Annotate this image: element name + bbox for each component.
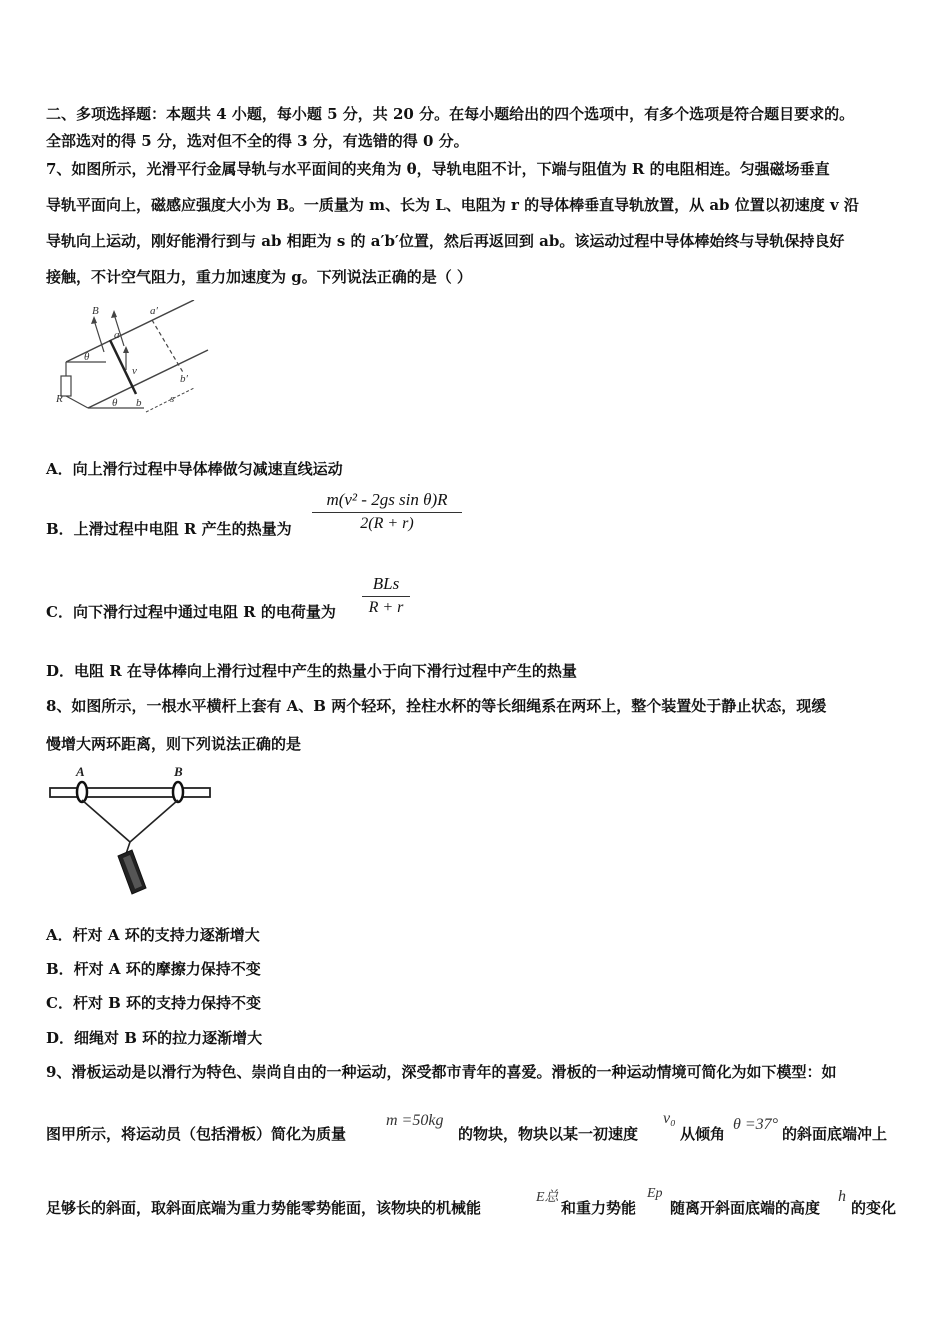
- q8-fig-label-B: B: [174, 764, 183, 779]
- q7-fig-label-theta-bottom: θ: [112, 397, 118, 409]
- q8-line-1: 8、如图所示，一根水平横杆上套有 A、B 两个轻环，拴柱水杯的等长细绳系在两环上，整个装置处于静止状态，现缓: [46, 697, 827, 715]
- q7-option-b-numerator: m(v² - 2gs sin θ)R: [326, 490, 448, 509]
- q8-line-2: 慢增大两环距离，则下列说法正确的是: [46, 735, 302, 753]
- q9-e-total-symbol: E总: [536, 1190, 559, 1205]
- q7-fig-label-b: b: [136, 397, 142, 409]
- q8-option-d[interactable]: D．细绳对 B 环的拉力逐渐增大: [46, 1029, 263, 1047]
- q7-option-c-formula: [362, 574, 410, 617]
- q7-option-a[interactable]: A．向上滑行过程中导体棒做匀减速直线运动: [46, 460, 343, 478]
- q9-mass-formula: m =50kg: [386, 1112, 444, 1129]
- q7-option-c-denominator: R + r: [368, 599, 404, 616]
- q7-fig-label-s: s: [170, 393, 175, 405]
- q7-option-b-fraction-bar: [312, 512, 462, 513]
- q7-fig-label-v: v: [132, 365, 137, 377]
- q7-line-3: 导轨向上运动，刚好能滑行到与 ab 相距为 s 的 a′b′位置，然后再返回到 ab。该运动过程中导体棒始终与导轨保持良好: [46, 232, 845, 250]
- q9-line-3a: 足够长的斜面，取斜面底端为重力势能零势能面，该物块的机械能: [46, 1199, 482, 1217]
- q7-fig-label-B: B: [92, 305, 99, 317]
- q7-option-c-fraction-bar: [362, 596, 410, 597]
- q8-rod-figure: [46, 762, 216, 902]
- q9-line-2b: 的物块，物块以某一初速度: [458, 1125, 639, 1143]
- q9-line-2d: 的斜面底端冲上: [782, 1125, 888, 1143]
- q7-fig-label-R: R: [56, 393, 63, 405]
- q7-fig-label-a-prime: a′: [150, 305, 158, 317]
- q9-line-1: 9、滑板运动是以滑行为特色、崇尚自由的一种运动，深受都市青年的喜爱。滑板的一种运动情境可简化为如下模型：如: [46, 1063, 837, 1081]
- q7-line-1: 7、如图所示，光滑平行金属导轨与水平面间的夹角为 θ，导轨电阻不计，下端与阻值为 R 的电阻相连。匀强磁场垂直: [46, 160, 830, 178]
- q9-h-symbol: h: [838, 1188, 846, 1205]
- q7-fig-label-b-prime: b′: [180, 373, 188, 385]
- section-line-1: 二、多项选择题：本题共 4 小题，每小题 5 分，共 20 分。在每小题给出的四个选项中，有多个选项是符合题目要求的。: [46, 105, 855, 123]
- section-line-2: 全部选对的得 5 分，选对但不全的得 3 分，有选错的得 0 分。: [46, 132, 469, 150]
- q9-angle-formula: θ =37°: [733, 1116, 779, 1133]
- q9-line-3d: 的变化: [851, 1199, 897, 1217]
- q7-line-4: 接触，不计空气阻力，重力加速度为 g。下列说法正确的是（ ）: [46, 268, 472, 286]
- q7-option-c[interactable]: C．向下滑行过程中通过电阻 R 的电荷量为: [46, 603, 336, 621]
- q7-option-b[interactable]: B．上滑过程中电阻 R 产生的热量为: [46, 520, 292, 538]
- q7-option-b-formula: [312, 490, 462, 533]
- q7-option-b-denominator: 2(R + r): [360, 515, 414, 532]
- q9-line-2c: 从倾角: [680, 1125, 726, 1143]
- q9-line-3c: 随离开斜面底端的高度: [670, 1199, 821, 1217]
- q9-line-2a: 图甲所示，将运动员（包括滑板）简化为质量: [46, 1125, 347, 1143]
- q7-rail-figure: [54, 300, 214, 418]
- q8-option-b[interactable]: B．杆对 A 环的摩擦力保持不变: [46, 960, 261, 978]
- q7-option-d[interactable]: D．电阻 R 在导体棒向上滑行过程中产生的热量小于向下滑行过程中产生的热量: [46, 662, 577, 680]
- q7-fig-label-theta-top: θ: [84, 351, 90, 363]
- q7-fig-label-a: a: [114, 329, 120, 341]
- q7-option-c-numerator: BLs: [372, 574, 400, 593]
- q9-ep-symbol: Ep: [647, 1186, 663, 1201]
- q7-line-2: 导轨平面向上，磁感应强度大小为 B。一质量为 m、长为 L、电阻为 r 的导体棒垂直导轨放置，从 ab 位置以初速度 v 沿: [46, 196, 859, 214]
- q8-option-c[interactable]: C．杆对 B 环的支持力保持不变: [46, 994, 262, 1012]
- q8-fig-label-A: A: [76, 764, 85, 779]
- q8-option-a[interactable]: A．杆对 A 环的支持力逐渐增大: [46, 926, 260, 944]
- q9-line-3b: 和重力势能: [561, 1199, 637, 1217]
- q9-v0-symbol: v₀: [663, 1110, 676, 1127]
